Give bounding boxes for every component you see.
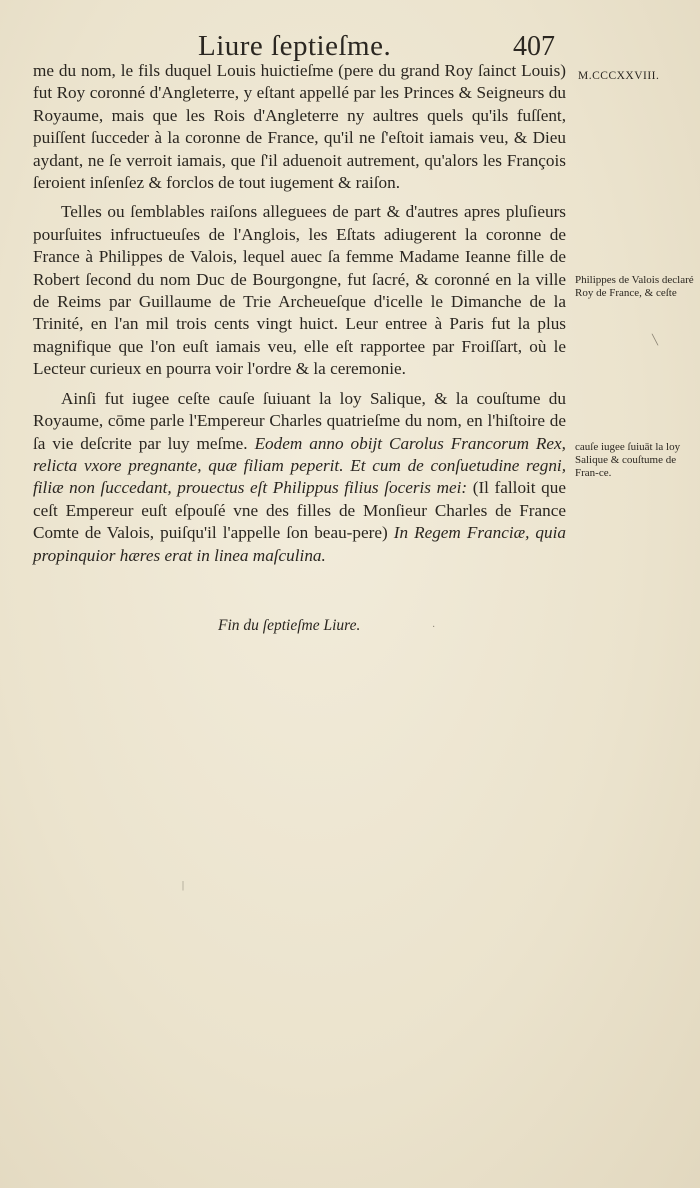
paragraph-3-text-a: Ainſi fut iugee ceſte cauſe ſuiuant la loy Salique, & la couſtume du Royaume, cōme parle l'Empereur Charles quatrieſme du nom, en l'hiſtoire de ſa vie deſcrite par luy meſme. [33, 388, 566, 453]
running-title: Liure ſeptieſme. [198, 30, 392, 62]
margin-note-salique: cauſe iugee ſuiuāt la loy Salique & couſtume de Fran-ce. [575, 441, 681, 479]
margin-year: M.CCCXXVIII. [578, 70, 660, 82]
ink-mark: ╲ [652, 335, 659, 346]
ink-dot: · [432, 622, 436, 633]
paragraph-1: me du nom, le fils duquel Louis huictieſme (pere du grand Roy ſainct Louis) fut Roy coronné d'Angleterre, y eſtant appellé par les Princes & Seigneurs du Royaume, mais que les Rois d'Angleterre ny aultres quels qu'ils fuſſent, puiſſent ſucceder à la coronne de France, qu'il ne ſ'eſtoit iamais veu, & Dieu aydant, ne ſe verroit iamais, que ſ'il aduenoit autrement, qu'alors les François ſeroient inſenſez & forclos de tout iugement & raiſon. [33, 61, 566, 193]
paragraph-2: Telles ou ſemblables raiſons alleguees de part & d'autres apres pluſieurs pourſuites infructueuſes de l'Anglois, les Eſtats adiugerent la coronne de France à Philippes de Valois, lequel auec ſa femme Madame Ieanne fille de Robert ſecond du nom Duc de Bourgongne, fut ſacré, & coronné en la ville de Reims par Guillaume de Trie Archeueſque d'icelle le Dimanche de la Trinité, en l'an mil trois cents vingt huict. Leur entree à Paris fut la plus magnifique que l'on euſt iamais veu, elle eſt rapportee par Froiſſart, où le Lecteur curieux en pourra voir l'ordre & la ceremonie. [33, 202, 566, 379]
page-number: 407 [513, 31, 555, 62]
margin-note-valois: Philippes de Valois declaré Roy de France, & ceſte [575, 274, 694, 299]
main-text [33, 60, 566, 574]
latin-quote-1: Eodem anno obijt Carolus Francorum Rex, relicta vxore pregnante, quæ filiam peperit. Et cum de conſuetudine regni, filiæ non ſuccedant, prouectus eſt Philippus filius ſoceris mei: [33, 433, 566, 498]
latin-quote-2: In Regem Franciæ, quia propinquior hæres erat in linea maſculina. [33, 523, 566, 565]
ink-mark: | [182, 880, 185, 891]
paragraph-3 [33, 388, 566, 567]
paragraph-3-text-b: (Il falloit que ceſt Empereur euſt eſpouſé vne des filles de Monſieur Charles de France Comte de Valois, puiſqu'il l'appelle ſon beau-pere) [33, 478, 566, 543]
end-of-book-seven: Fin du ſeptieſme Liure. [218, 617, 361, 634]
